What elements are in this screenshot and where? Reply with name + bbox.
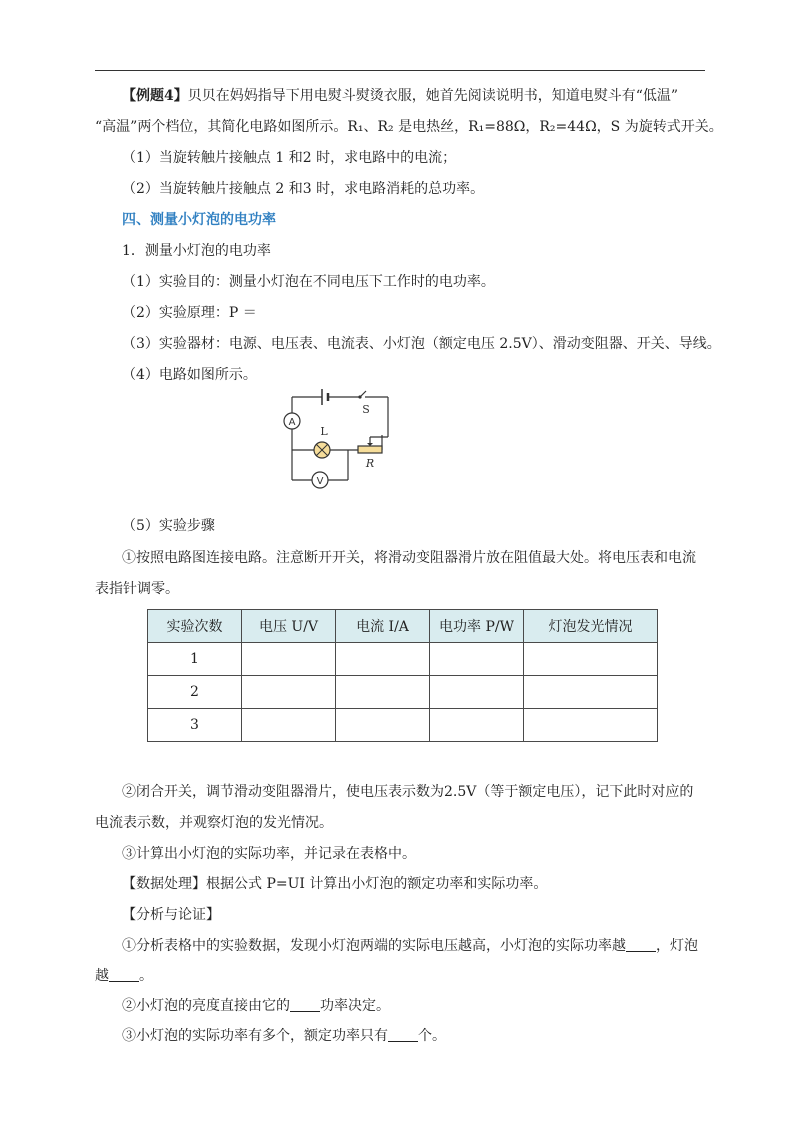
analysis-1-text: 越 — [95, 968, 109, 984]
header-rule — [95, 70, 705, 71]
table-cell: 2 — [148, 676, 242, 709]
voltmeter-label: V — [316, 476, 324, 487]
table-cell — [242, 676, 336, 709]
table-header-cell: 电流 I/A — [336, 610, 430, 643]
table-cell: 1 — [148, 643, 242, 676]
table-header-cell: 电功率 P/W — [430, 610, 524, 643]
analysis-title: 【分析与论证】 — [122, 907, 220, 923]
table-cell: 3 — [148, 709, 242, 742]
purpose-line: （1）实验目的：测量小灯泡在不同电压下工作时的电功率。 — [122, 274, 495, 290]
answer-blank[interactable] — [109, 967, 139, 982]
data-processing-line — [122, 874, 742, 894]
table-cell — [430, 643, 524, 676]
rheostat-label: R — [365, 457, 375, 470]
lamp-label: L — [320, 425, 328, 438]
step-1-line-2: 表指针调零。 — [95, 581, 179, 597]
table-cell — [336, 676, 430, 709]
step-3-line: ③计算出小灯泡的实际功率，并记录在表格中。 — [122, 846, 416, 862]
table-cell — [524, 643, 658, 676]
analysis-1-line-2 — [95, 966, 715, 986]
analysis-2-line — [122, 996, 742, 1016]
analysis-3-line — [122, 1026, 742, 1046]
answer-blank[interactable] — [290, 997, 320, 1012]
example-tag: 【例题4】 — [122, 88, 188, 104]
table-cell — [242, 643, 336, 676]
subsection-title: 1．测量小灯泡的电功率 — [122, 243, 271, 259]
circuit-diagram — [270, 385, 410, 495]
switch-label: S — [362, 403, 370, 416]
table-cell — [336, 709, 430, 742]
example-text-1: 贝贝在妈妈指导下用电熨斗熨烫衣服，她首先阅读说明书，知道电熨斗有“低温” — [187, 88, 679, 104]
table-cell — [524, 709, 658, 742]
table-cell — [242, 709, 336, 742]
circuit-note: （4）电路如图所示。 — [122, 367, 257, 383]
switch-icon — [358, 395, 361, 398]
question-2: （2）当旋转触片接触点 2 和3 时，求电路消耗的总功率。 — [122, 181, 485, 197]
analysis-1-text: ①分析表格中的实验数据，发现小灯泡两端的实际电压越高，小灯泡的实际功率越 — [122, 938, 626, 954]
answer-blank[interactable] — [388, 1027, 418, 1042]
table-row — [148, 643, 658, 676]
data-processing-tag: 【数据处理】 — [122, 876, 206, 892]
step-1-line-1: ①按照电路图连接电路。注意断开开关，将滑动变阻器滑片放在阻值最大处。将电压表和电流 — [122, 550, 696, 566]
example-line-2: “高温”两个档位，其简化电路如图所示。R₁、R₂ 是电热丝，R₁=88Ω，R₂=44Ω，S 为旋转式开关。 — [95, 119, 723, 135]
step-2-line-2: 电流表示数，并观察灯泡的发光情况。 — [95, 815, 333, 831]
table-row — [148, 709, 658, 742]
analysis-3-text: ③小灯泡的实际功率有多个，额定功率只有 — [122, 1028, 388, 1044]
table-header-cell: 灯泡发光情况 — [524, 610, 658, 643]
table-header-cell: 电压 U/V — [242, 610, 336, 643]
analysis-2-text: 功率决定。 — [320, 998, 390, 1014]
data-processing-text: 根据公式 P=UI 计算出小灯泡的额定功率和实际功率。 — [206, 876, 548, 892]
question-1: （1）当旋转触片接触点 1 和2 时，求电路中的电流； — [122, 150, 457, 166]
principle-line: （2）实验原理：P ＝ — [122, 305, 257, 321]
analysis-2-text: ②小灯泡的亮度直接由它的 — [122, 998, 290, 1014]
experiment-table — [147, 609, 658, 742]
steps-title: （5）实验步骤 — [122, 518, 215, 534]
analysis-3-text: 个。 — [418, 1028, 446, 1044]
table-cell — [430, 709, 524, 742]
example-line-1 — [122, 86, 742, 106]
ammeter-label: A — [288, 417, 296, 428]
analysis-1-text: 。 — [139, 968, 153, 984]
table-cell — [336, 643, 430, 676]
materials-line: （3）实验器材：电源、电压表、电流表、小灯泡（额定电压 2.5V）、滑动变阻器、开关、导线。 — [122, 336, 721, 352]
table-row — [148, 676, 658, 709]
answer-blank[interactable] — [626, 937, 656, 952]
rheostat-icon — [358, 446, 382, 453]
section-heading: 四、测量小灯泡的电功率 — [122, 212, 276, 228]
step-2-line-1: ②闭合开关，调节滑动变阻器滑片，使电压表示数为2.5V（等于额定电压），记下此时对应的 — [122, 784, 694, 800]
table-header-row — [148, 610, 658, 643]
table-cell — [430, 676, 524, 709]
analysis-1-text: ，灯泡 — [656, 938, 698, 954]
table-cell — [524, 676, 658, 709]
table-header-cell: 实验次数 — [148, 610, 242, 643]
analysis-1-line-1 — [122, 936, 742, 956]
